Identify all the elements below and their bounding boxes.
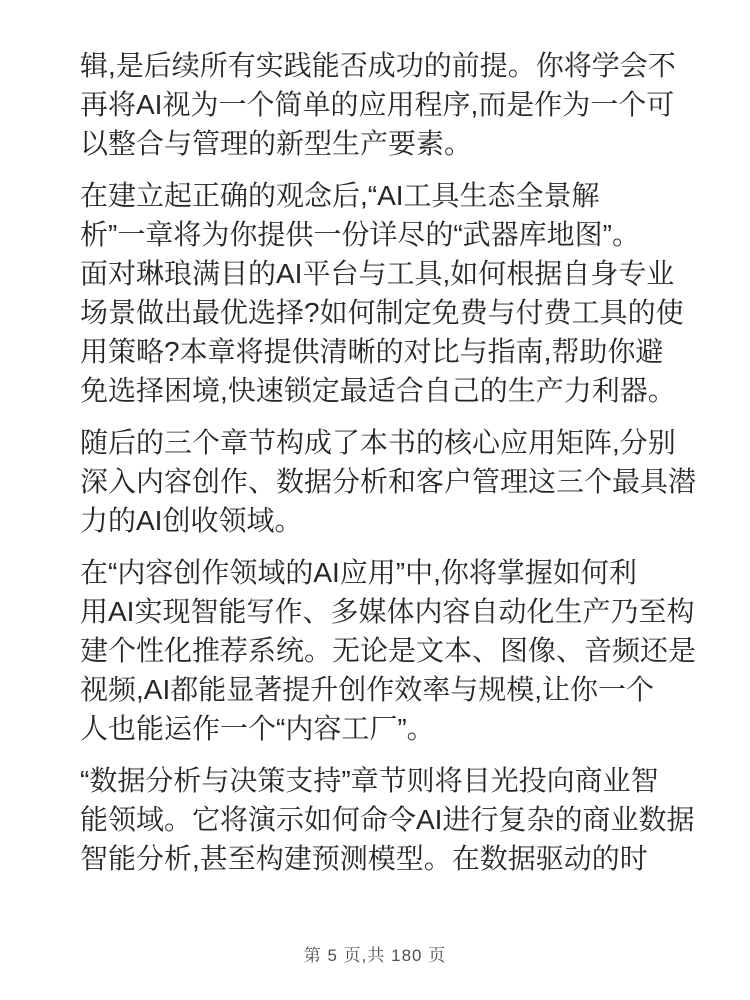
text-line: “数据分析与决策支持”章节则将目光投向商业智 [80,765,659,796]
text-line: 在“内容创作领域的AI应用”中,你将掌握如何利 [80,557,637,588]
page-footer [0,946,750,966]
text-line: 用AI实现智能写作、多媒体内容自动化生产乃至构 [80,596,695,627]
text-line: 场景做出最优选择?如何制定免费与付费工具的使 [80,297,684,328]
text-line: 能领域。它将演示如何命令AI进行复杂的商业数据 [80,804,695,835]
text-line: 建个性化推荐系统。无论是文本、图像、音频还是 [80,635,697,666]
text-line: 免选择困境,快速锁定最适合自己的生产力利器。 [80,375,676,406]
text-line: 析”一章将为你提供一份详尽的“武器库地图”。 [80,219,640,250]
paragraph [80,46,676,163]
text-line: 随后的三个章节构成了本书的核心应用矩阵,分别 [80,427,676,458]
page-number-label: 第 5 页,共 180 页 [303,946,447,965]
text-line: 视频,AI都能显著提升创作效率与规模,让你一个 [80,674,655,705]
text-line: 辑,是后续所有实践能否成功的前提。你将学会不 [80,50,676,81]
text-line: 再将AI视为一个简单的应用程序,而是作为一个可 [80,89,675,120]
text-line: 以整合与管理的新型生产要素。 [80,128,473,159]
text-line: 在建立起正确的观念后,“AI工具生态全景解 [80,180,600,211]
paragraph [80,423,697,540]
text-line: 智能分析,甚至构建预测模型。在数据驱动的时 [80,843,648,874]
paragraph [80,176,684,410]
paragraph [80,553,697,748]
text-line: 面对琳琅满目的AI平台与工具,如何根据自身专业 [80,258,675,289]
text-line: 深入内容创作、数据分析和客户管理这三个最具潜 [80,466,697,497]
paragraph [80,761,695,878]
page-body [80,46,697,891]
text-line: 用策略?本章将提供清晰的对比与指南,帮助你避 [80,336,664,367]
text-line: 人也能运作一个“内容工厂”。 [80,713,435,744]
text-line: 力的AI创收领域。 [80,505,303,536]
